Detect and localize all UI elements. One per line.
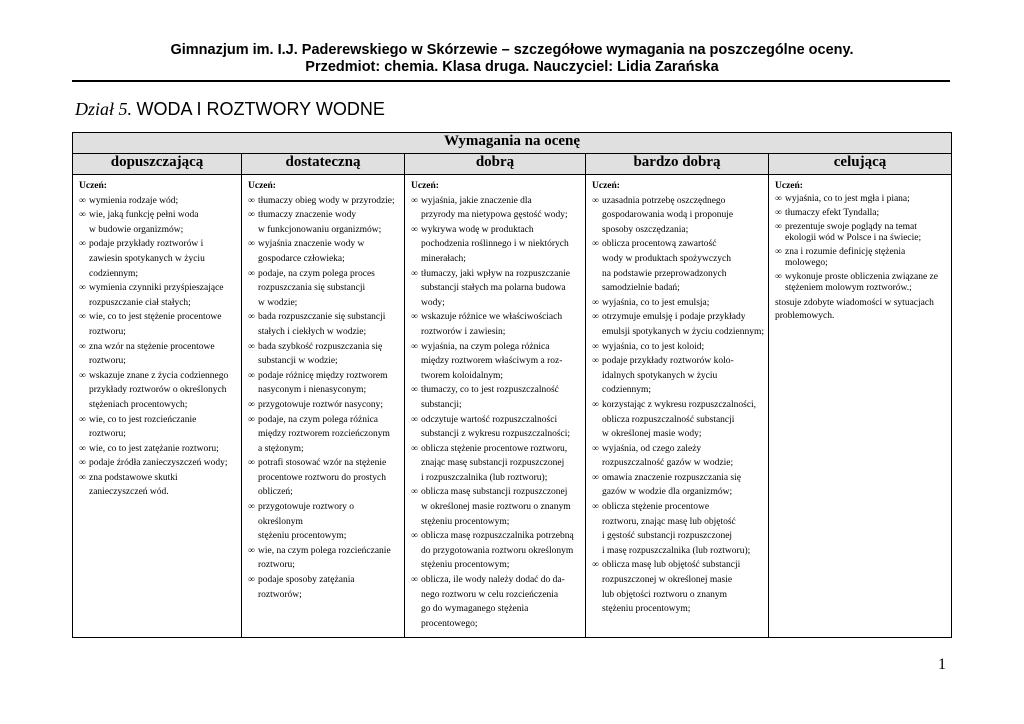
requirement-item <box>592 398 764 442</box>
requirement-line: na podstawie przeprowadzonych <box>602 268 727 279</box>
requirement-item <box>411 442 581 486</box>
requirement-line: i gęstość substancji rozpuszczonej <box>602 531 733 542</box>
requirement-item <box>592 296 764 311</box>
requirement-line: roztworu; <box>258 560 295 571</box>
bullet-icon: ∞ <box>248 545 255 556</box>
requirement-line: tłumaczy, jaki wpływ na rozpuszczanie <box>421 268 570 279</box>
bullet-icon: ∞ <box>248 268 255 279</box>
requirement-item <box>79 281 237 310</box>
bullet-icon: ∞ <box>248 210 255 221</box>
requirement-line: bada rozpuszczanie się substancji <box>258 312 386 323</box>
requirements-cell-2 <box>242 175 405 638</box>
requirement-line: w funkcjonowaniu organizmów; <box>258 224 382 235</box>
bullet-icon: ∞ <box>775 271 782 282</box>
requirement-line: wykrywa wodę w produktach <box>421 224 534 235</box>
bullet-icon: ∞ <box>411 195 418 206</box>
bullet-icon: ∞ <box>79 414 86 425</box>
requirement-item <box>775 222 947 244</box>
requirement-line: oblicza procentową zawartość <box>602 239 717 250</box>
bullet-icon: ∞ <box>248 312 255 323</box>
requirement-item <box>79 471 237 500</box>
bullet-icon: ∞ <box>248 195 255 206</box>
requirement-item <box>248 310 400 339</box>
requirement-line: oblicza rozpuszczalność substancji <box>602 414 735 425</box>
requirement-line: wyjaśnia znaczenie wody w <box>258 239 365 250</box>
requirement-item <box>411 573 581 631</box>
requirement-line: nasyconym i nienasyconym; <box>258 385 367 396</box>
requirement-item <box>248 573 400 602</box>
bullet-icon: ∞ <box>248 502 255 513</box>
requirement-line: roztworu; <box>89 326 126 337</box>
requirement-item <box>79 194 237 209</box>
bullet-icon: ∞ <box>592 239 599 250</box>
requirement-item <box>79 310 237 339</box>
requirement-line: podaje, na czym polega różnica <box>258 414 379 425</box>
requirement-item <box>248 340 400 369</box>
requirement-item <box>248 398 400 413</box>
bullet-icon: ∞ <box>775 193 782 204</box>
requirement-line: substancji z wykresu rozpuszczalności; <box>421 429 571 440</box>
requirements-cell-1 <box>73 175 242 638</box>
bullet-icon: ∞ <box>248 458 255 469</box>
requirement-item <box>79 456 237 471</box>
requirement-line: substancji w wodzie; <box>258 356 338 367</box>
bullet-icon: ∞ <box>775 207 782 218</box>
bullet-icon: ∞ <box>248 370 255 381</box>
requirement-line: oblicza stężenie procentowe <box>602 502 710 513</box>
requirement-item <box>248 544 400 573</box>
requirement-item <box>79 369 237 413</box>
requirement-line: roztworu; <box>89 429 126 440</box>
requirement-line: oblicza, ile wody należy dodać do da- <box>421 575 565 586</box>
bullet-icon: ∞ <box>592 356 599 367</box>
requirement-line: bada szybkość rozpuszczania się <box>258 341 383 352</box>
bullet-icon: ∞ <box>79 210 86 221</box>
requirement-line: korzystając z wykresu rozpuszczalności, <box>602 399 757 410</box>
requirement-line: podaje, na czym polega proces <box>258 268 375 279</box>
section-heading <box>75 99 385 120</box>
requirement-line: sposoby oszczędzania; <box>602 224 689 235</box>
bullet-icon: ∞ <box>592 502 599 513</box>
bullet-icon: ∞ <box>411 443 418 454</box>
bullet-icon: ∞ <box>411 224 418 235</box>
bullet-icon: ∞ <box>411 575 418 586</box>
bullet-icon: ∞ <box>411 341 418 352</box>
requirement-line: i rozpuszczalnika (lub roztworu); <box>421 472 548 483</box>
requirement-line: codziennym; <box>89 268 139 279</box>
requirements-cell-4 <box>586 175 769 638</box>
requirement-line: go do wymaganego stężenia <box>421 604 529 615</box>
requirement-item <box>411 194 581 223</box>
requirement-line: idalnych spotykanych w życiu <box>602 370 718 381</box>
requirement-item <box>411 529 581 573</box>
bullet-icon: ∞ <box>79 341 86 352</box>
bullet-icon: ∞ <box>79 443 86 454</box>
header-rule <box>72 80 950 82</box>
requirement-line: między roztworem rozcieńczonym <box>258 429 390 440</box>
bullet-icon: ∞ <box>592 195 599 206</box>
requirement-item <box>248 267 400 311</box>
requirement-line: przykłady roztworów o określonych <box>89 385 227 396</box>
requirement-item <box>248 194 400 209</box>
requirement-line: procentowego; <box>421 618 478 629</box>
grade-header-1: dopuszczającą <box>73 154 242 175</box>
requirement-line: a stężonym; <box>258 443 304 454</box>
closing-note: stosuje zdobyte wiadomości w sytuacjach <box>775 297 934 308</box>
bullet-icon: ∞ <box>79 472 86 483</box>
requirement-line: podaje przykłady roztworów i <box>89 239 204 250</box>
requirement-line: gospodarce człowieka; <box>258 253 345 264</box>
requirement-line: roztworów i zawiesin; <box>421 326 506 337</box>
requirement-item <box>592 310 764 339</box>
requirement-line: substancji; <box>421 399 462 410</box>
requirement-line: znając masę substancji rozpuszczonej <box>421 458 565 469</box>
bullet-icon: ∞ <box>775 246 782 257</box>
requirement-item <box>592 442 764 471</box>
grade-header-5: celującą <box>769 154 952 175</box>
requirement-line: oblicza masę substancji rozpuszczonej <box>421 487 568 498</box>
bullet-icon: ∞ <box>592 560 599 571</box>
bullet-icon: ∞ <box>411 268 418 279</box>
requirement-line: odczytuje wartość rozpuszczalności <box>421 414 558 425</box>
bullet-icon: ∞ <box>248 399 255 410</box>
requirement-line: wymienia rodzaje wód; <box>89 195 179 206</box>
requirement-item <box>411 310 581 339</box>
requirement-line: wyjaśnia, od czego zależy <box>602 443 702 454</box>
section-prefix: Dział 5. <box>75 99 133 119</box>
requirement-line: i masę rozpuszczalnika (lub roztworu); <box>602 545 751 556</box>
requirement-item <box>79 340 237 369</box>
bullet-icon: ∞ <box>79 458 86 469</box>
requirement-item <box>411 340 581 384</box>
requirement-line: wie, na czym polega rozcieńczanie <box>258 545 391 556</box>
requirement-line: wymienia czynniki przyśpieszające <box>89 283 224 294</box>
requirement-line: gospodarowania wodą i proponuje <box>602 210 734 221</box>
requirement-line: określonym <box>258 516 303 527</box>
requirement-item <box>79 237 237 281</box>
requirement-item <box>411 223 581 267</box>
bullet-icon: ∞ <box>592 341 599 352</box>
lead-label: Uczeń: <box>775 181 803 191</box>
bullet-icon: ∞ <box>248 239 255 250</box>
requirement-line: pochodzenia roślinnego i w niektórych <box>421 239 569 250</box>
bullet-icon: ∞ <box>592 472 599 483</box>
requirement-item <box>248 413 400 457</box>
requirement-line: substancji stałych ma polarna budowa <box>421 283 566 294</box>
requirement-line: stężeniu procentowym; <box>421 516 510 527</box>
bullet-icon: ∞ <box>411 414 418 425</box>
requirement-line: emulsji spotykanych w życiu codziennym; <box>602 326 764 337</box>
requirement-item <box>248 237 400 266</box>
requirement-line: rozpuszczania się substancji <box>258 283 366 294</box>
requirement-line: stężeniu procentowym; <box>602 604 691 615</box>
requirement-line: podaje przykłady roztworów kolo- <box>602 356 734 367</box>
requirement-item <box>592 194 764 238</box>
grade-header-4: bardzo dobrą <box>586 154 769 175</box>
requirement-line: roztworu, znając masę lub objętość <box>602 516 736 527</box>
requirement-line: lub objętości roztworu o znanym <box>602 589 728 600</box>
requirement-item <box>592 500 764 558</box>
requirement-line: zawiesin spotykanych w życiu <box>89 253 205 264</box>
grade-header-3: dobrą <box>405 154 586 175</box>
requirement-line: wie, jaką funkcję pełni woda <box>89 210 199 221</box>
requirement-line: procentowe roztworu do prostych <box>258 472 386 483</box>
requirement-item <box>248 369 400 398</box>
requirement-item <box>592 354 764 398</box>
requirement-line: tłumaczy znaczenie wody <box>258 210 357 221</box>
bullet-icon: ∞ <box>411 385 418 396</box>
section-title: WODA I ROZTWORY WODNE <box>136 99 385 119</box>
requirement-line: stężeniu procentowym; <box>421 560 510 571</box>
requirement-item <box>248 500 400 544</box>
requirement-line: wie, co to jest stężenie procentowe <box>89 312 222 323</box>
requirement-line: omawia znaczenie rozpuszczania się <box>602 472 741 483</box>
requirement-line: w wodzie; <box>258 297 298 308</box>
requirement-line: podaje źródła zanieczyszczeń wody; <box>89 458 228 469</box>
requirement-line: rozpuszczanie ciał stałych; <box>89 297 191 308</box>
requirement-item <box>592 558 764 616</box>
requirements-cell-5 <box>769 175 952 638</box>
requirement-line: oblicza masę rozpuszczalnika potrzebną <box>421 531 574 542</box>
requirement-line: zna i rozumie definicję stężenia <box>785 246 906 257</box>
requirement-line: roztworu; <box>89 356 126 367</box>
requirement-line: wskazuje różnice we właściwościach <box>421 312 563 323</box>
requirement-line: stężeniem molowym roztworów.; <box>785 282 912 293</box>
requirement-item <box>592 237 764 295</box>
header-line-2: Przedmiot: chemia. Klasa druga. Nauczyciel: Lidia Zarańska <box>305 59 719 75</box>
requirement-line: ekologii wód w Polsce i na świecie; <box>785 232 922 243</box>
requirement-item <box>411 383 581 412</box>
requirement-line: tłumaczy, co to jest rozpuszczalność <box>421 385 559 396</box>
requirement-line: oblicza masę lub objętość substancji <box>602 560 741 571</box>
header-line-1: Gimnazjum im. I.J. Paderewskiego w Skórzewie – szczegółowe wymagania na poszczególne oceny. <box>170 42 854 58</box>
bullet-icon: ∞ <box>592 443 599 454</box>
requirements-table <box>72 132 952 638</box>
requirement-line: samodzielnie badań; <box>602 283 680 294</box>
bullet-icon: ∞ <box>592 297 599 308</box>
requirement-item <box>411 413 581 442</box>
requirement-item <box>592 471 764 500</box>
requirement-item <box>79 208 237 237</box>
bullet-icon: ∞ <box>248 575 255 586</box>
requirement-line: prezentuje swoje poglądy na temat <box>785 221 917 232</box>
requirement-line: w budowie organizmów; <box>89 224 184 235</box>
requirement-item <box>775 247 947 269</box>
requirement-line: stężeniach procentowych; <box>89 399 188 410</box>
requirement-item <box>775 208 947 219</box>
requirement-line: rozpuszczonej w określonej masie <box>602 575 733 586</box>
bullet-icon: ∞ <box>79 283 86 294</box>
requirement-line: gazów w wodzie dla organizmów; <box>602 487 733 498</box>
requirement-line: codziennym; <box>602 385 652 396</box>
requirement-line: uzasadnia potrzebę oszczędnego <box>602 195 726 206</box>
requirement-line: wie, co to jest zatężanie roztworu; <box>89 443 219 454</box>
requirement-line: stałych i ciekłych w wodzie; <box>258 326 367 337</box>
bullet-icon: ∞ <box>411 487 418 498</box>
requirement-item <box>79 413 237 442</box>
bullet-icon: ∞ <box>775 221 782 232</box>
requirement-line: otrzymuje emulsję i podaje przykłady <box>602 312 746 323</box>
bullet-icon: ∞ <box>411 531 418 542</box>
requirement-line: zna podstawowe skutki <box>89 472 178 483</box>
bullet-icon: ∞ <box>79 239 86 250</box>
requirement-line: w określonej masie roztworu o znanym <box>421 502 571 513</box>
bullet-icon: ∞ <box>411 312 418 323</box>
requirement-line: przygotowuje roztwory o <box>258 502 355 513</box>
requirement-line: minerałach; <box>421 253 466 264</box>
requirement-line: nego roztworu w celu rozcieńczenia <box>421 589 559 600</box>
requirement-line: stężeniu procentowym; <box>258 531 347 542</box>
lead-label: Uczeń: <box>79 181 107 191</box>
requirement-line: podaje sposoby zatężania <box>258 575 355 586</box>
requirement-item <box>411 267 581 311</box>
requirement-item <box>775 272 947 294</box>
bullet-icon: ∞ <box>592 312 599 323</box>
requirement-line: wykonuje proste obliczenia związane ze <box>785 271 938 282</box>
bullet-icon: ∞ <box>79 370 86 381</box>
bullet-icon: ∞ <box>79 312 86 323</box>
requirement-line: między roztworem właściwym a roz- <box>421 356 563 367</box>
requirement-line: wyjaśnia, co to jest mgła i piana; <box>785 193 910 204</box>
requirement-line: wskazuje znane z życia codziennego <box>89 370 229 381</box>
requirement-item <box>411 485 581 529</box>
bullet-icon: ∞ <box>79 195 86 206</box>
requirement-item <box>248 208 400 237</box>
requirement-line: tłumaczy efekt Tyndalla; <box>785 207 880 218</box>
requirement-line: zanieczyszczeń wód. <box>89 487 169 498</box>
bullet-icon: ∞ <box>248 341 255 352</box>
requirement-line: potrafi stosować wzór na stężenie <box>258 458 387 469</box>
requirement-line: wie, co to jest rozcieńczanie <box>89 414 197 425</box>
requirement-line: tworem koloidalnym; <box>421 370 504 381</box>
table-title: Wymagania na ocenę <box>73 133 952 154</box>
requirement-line: wyjaśnia, jakie znaczenie dla <box>421 195 532 206</box>
requirement-line: tłumaczy obieg wody w przyrodzie; <box>258 195 395 206</box>
requirement-line: oblicza stężenie procentowe roztworu, <box>421 443 568 454</box>
grade-header-2: dostateczną <box>242 154 405 175</box>
requirement-line: wody w produktach spożywczych <box>602 253 732 264</box>
requirements-cell-3 <box>405 175 586 638</box>
requirement-line: rozpuszczalność gazów w wodzie; <box>602 458 734 469</box>
requirement-line: wyjaśnia, co to jest koloid; <box>602 341 705 352</box>
requirement-item <box>79 442 237 457</box>
requirement-line: przygotowuje roztwór nasycony; <box>258 399 384 410</box>
page-number: 1 <box>938 656 946 673</box>
requirement-line: wody; <box>421 297 445 308</box>
requirement-line: do przygotowania roztworu określonym <box>421 545 574 556</box>
lead-label: Uczeń: <box>411 181 439 191</box>
requirement-item <box>248 456 400 500</box>
requirement-line: podaje różnicę między roztworem <box>258 370 388 381</box>
requirement-line: molowego; <box>785 257 828 268</box>
requirement-line: w określonej masie wody; <box>602 429 702 440</box>
requirement-line: przyrody ma nietypowa gęstość wody; <box>421 210 568 221</box>
requirement-line: obliczeń; <box>258 487 293 498</box>
requirement-line: wyjaśnia, na czym polega różnica <box>421 341 550 352</box>
lead-label: Uczeń: <box>592 181 620 191</box>
requirement-line: roztworów; <box>258 589 302 600</box>
requirement-item <box>592 340 764 355</box>
bullet-icon: ∞ <box>248 414 255 425</box>
requirement-item <box>775 194 947 205</box>
requirement-line: wyjaśnia, co to jest emulsja; <box>602 297 710 308</box>
closing-note: problemowych. <box>775 310 835 321</box>
bullet-icon: ∞ <box>592 399 599 410</box>
requirement-line: zna wzór na stężenie procentowe <box>89 341 215 352</box>
lead-label: Uczeń: <box>248 181 276 191</box>
